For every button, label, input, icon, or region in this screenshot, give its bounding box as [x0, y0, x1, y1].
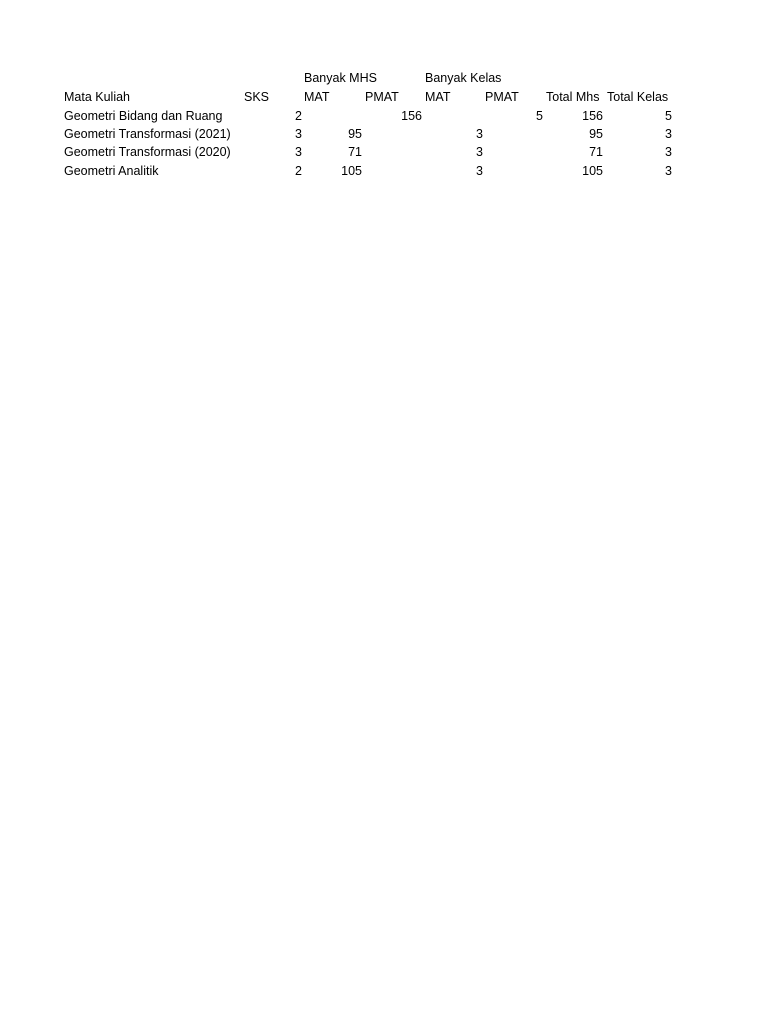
row-2-mhs-mat: 71	[348, 145, 362, 159]
row-0-mhs-mat	[302, 108, 362, 124]
row-3-total-mhs: 105	[582, 164, 603, 178]
header-total-kelas: Total Kelas	[607, 90, 669, 104]
row-1-sks: 3	[295, 127, 302, 141]
row-2-total-mhs: 71	[589, 145, 603, 159]
row-0-sks: 2	[295, 109, 302, 123]
row-1-mata-kuliah: Geometri Transformasi (2021)	[64, 127, 231, 141]
group-header-banyak-kelas: Banyak Kelas	[425, 71, 502, 85]
row-1-mhs-pmat	[362, 126, 422, 142]
row-2-mata-kuliah: Geometri Transformasi (2020)	[64, 145, 231, 159]
row-0-mata-kuliah: Geometri Bidang dan Ruang	[64, 109, 223, 123]
row-1-total-mhs: 95	[589, 127, 603, 141]
row-0-total-kelas: 5	[665, 109, 672, 123]
header-mhs-mat: MAT	[304, 90, 330, 104]
row-0-total-mhs: 156	[582, 109, 603, 123]
row-3-kelas-pmat	[483, 163, 543, 179]
row-1-kelas-mat: 3	[476, 127, 483, 141]
row-2-kelas-mat: 3	[476, 145, 483, 159]
row-0-kelas-pmat: 5	[536, 109, 543, 123]
header-kelas-pmat: PMAT	[485, 90, 519, 104]
row-1-mhs-mat: 95	[348, 127, 362, 141]
header-mata-kuliah: Mata Kuliah	[64, 90, 131, 104]
header-mhs-pmat: PMAT	[365, 90, 399, 104]
row-2-sks: 3	[295, 145, 302, 159]
row-0-kelas-mat	[423, 108, 483, 124]
row-3-kelas-mat: 3	[476, 164, 483, 178]
header-sks: SKS	[244, 90, 270, 104]
row-3-mhs-mat: 105	[341, 164, 362, 178]
header-total-mhs: Total Mhs	[546, 90, 600, 104]
row-1-total-kelas: 3	[665, 127, 672, 141]
row-2-mhs-pmat	[362, 144, 422, 160]
row-3-mata-kuliah: Geometri Analitik	[64, 164, 159, 178]
header-kelas-mat: MAT	[425, 90, 451, 104]
group-header-banyak-mhs: Banyak MHS	[304, 71, 377, 85]
row-3-total-kelas: 3	[665, 164, 672, 178]
row-2-total-kelas: 3	[665, 145, 672, 159]
row-0-mhs-pmat: 156	[401, 109, 422, 123]
row-3-mhs-pmat	[362, 163, 422, 179]
row-1-kelas-pmat	[483, 126, 543, 142]
row-2-kelas-pmat	[483, 144, 543, 160]
row-3-sks: 2	[295, 164, 302, 178]
